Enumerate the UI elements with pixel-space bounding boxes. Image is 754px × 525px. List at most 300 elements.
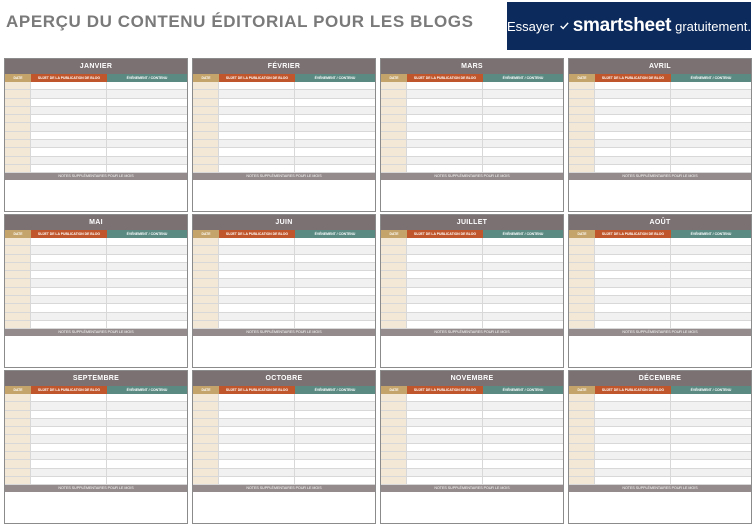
- event-cell[interactable]: [483, 427, 563, 434]
- event-cell[interactable]: [671, 402, 751, 409]
- date-cell[interactable]: [569, 321, 595, 328]
- date-cell[interactable]: [381, 165, 407, 172]
- date-cell[interactable]: [381, 99, 407, 106]
- subject-cell[interactable]: [31, 469, 107, 476]
- event-cell[interactable]: [295, 402, 375, 409]
- event-cell[interactable]: [483, 90, 563, 97]
- date-cell[interactable]: [5, 288, 31, 295]
- date-cell[interactable]: [193, 165, 219, 172]
- subject-cell[interactable]: [219, 469, 295, 476]
- subject-cell[interactable]: [219, 427, 295, 434]
- event-cell[interactable]: [295, 435, 375, 442]
- subject-cell[interactable]: [595, 271, 671, 278]
- subject-cell[interactable]: [595, 469, 671, 476]
- event-cell[interactable]: [295, 279, 375, 286]
- subject-cell[interactable]: [595, 148, 671, 155]
- event-cell[interactable]: [295, 238, 375, 245]
- subject-cell[interactable]: [219, 477, 295, 484]
- subject-cell[interactable]: [219, 452, 295, 459]
- subject-cell[interactable]: [31, 304, 107, 311]
- subject-cell[interactable]: [31, 107, 107, 114]
- subject-cell[interactable]: [31, 444, 107, 451]
- event-cell[interactable]: [671, 279, 751, 286]
- event-cell[interactable]: [107, 132, 187, 139]
- subject-cell[interactable]: [595, 402, 671, 409]
- event-cell[interactable]: [295, 123, 375, 130]
- event-cell[interactable]: [671, 107, 751, 114]
- date-cell[interactable]: [193, 402, 219, 409]
- subject-cell[interactable]: [219, 148, 295, 155]
- event-cell[interactable]: [483, 321, 563, 328]
- date-cell[interactable]: [381, 452, 407, 459]
- event-cell[interactable]: [107, 411, 187, 418]
- date-cell[interactable]: [193, 419, 219, 426]
- subject-cell[interactable]: [407, 132, 483, 139]
- subject-cell[interactable]: [407, 82, 483, 89]
- notes-area[interactable]: [569, 492, 751, 523]
- date-cell[interactable]: [569, 148, 595, 155]
- subject-cell[interactable]: [219, 321, 295, 328]
- event-cell[interactable]: [107, 452, 187, 459]
- event-cell[interactable]: [483, 444, 563, 451]
- date-cell[interactable]: [381, 90, 407, 97]
- event-cell[interactable]: [483, 288, 563, 295]
- date-cell[interactable]: [193, 477, 219, 484]
- date-cell[interactable]: [381, 246, 407, 253]
- subject-cell[interactable]: [407, 255, 483, 262]
- date-cell[interactable]: [5, 296, 31, 303]
- event-cell[interactable]: [295, 90, 375, 97]
- event-cell[interactable]: [107, 460, 187, 467]
- subject-cell[interactable]: [595, 115, 671, 122]
- event-cell[interactable]: [671, 238, 751, 245]
- date-cell[interactable]: [569, 140, 595, 147]
- date-cell[interactable]: [193, 99, 219, 106]
- date-cell[interactable]: [381, 123, 407, 130]
- date-cell[interactable]: [193, 444, 219, 451]
- event-cell[interactable]: [671, 469, 751, 476]
- subject-cell[interactable]: [407, 304, 483, 311]
- date-cell[interactable]: [381, 469, 407, 476]
- date-cell[interactable]: [569, 411, 595, 418]
- event-cell[interactable]: [483, 132, 563, 139]
- date-cell[interactable]: [5, 427, 31, 434]
- event-cell[interactable]: [671, 313, 751, 320]
- event-cell[interactable]: [671, 419, 751, 426]
- subject-cell[interactable]: [31, 460, 107, 467]
- date-cell[interactable]: [5, 435, 31, 442]
- subject-cell[interactable]: [595, 435, 671, 442]
- event-cell[interactable]: [295, 394, 375, 401]
- subject-cell[interactable]: [219, 444, 295, 451]
- event-cell[interactable]: [483, 140, 563, 147]
- subject-cell[interactable]: [219, 157, 295, 164]
- subject-cell[interactable]: [219, 304, 295, 311]
- event-cell[interactable]: [671, 115, 751, 122]
- event-cell[interactable]: [107, 157, 187, 164]
- subject-cell[interactable]: [595, 238, 671, 245]
- event-cell[interactable]: [671, 304, 751, 311]
- subject-cell[interactable]: [31, 427, 107, 434]
- subject-cell[interactable]: [31, 90, 107, 97]
- subject-cell[interactable]: [31, 82, 107, 89]
- event-cell[interactable]: [671, 263, 751, 270]
- event-cell[interactable]: [483, 435, 563, 442]
- date-cell[interactable]: [569, 402, 595, 409]
- notes-area[interactable]: [381, 492, 563, 523]
- date-cell[interactable]: [193, 90, 219, 97]
- subject-cell[interactable]: [407, 435, 483, 442]
- subject-cell[interactable]: [407, 148, 483, 155]
- subject-cell[interactable]: [407, 411, 483, 418]
- subject-cell[interactable]: [407, 394, 483, 401]
- event-cell[interactable]: [295, 271, 375, 278]
- date-cell[interactable]: [569, 82, 595, 89]
- subject-cell[interactable]: [595, 140, 671, 147]
- date-cell[interactable]: [381, 271, 407, 278]
- subject-cell[interactable]: [595, 477, 671, 484]
- subject-cell[interactable]: [595, 444, 671, 451]
- date-cell[interactable]: [5, 165, 31, 172]
- date-cell[interactable]: [381, 296, 407, 303]
- subject-cell[interactable]: [219, 238, 295, 245]
- subject-cell[interactable]: [31, 279, 107, 286]
- event-cell[interactable]: [107, 469, 187, 476]
- date-cell[interactable]: [193, 394, 219, 401]
- subject-cell[interactable]: [219, 82, 295, 89]
- date-cell[interactable]: [193, 313, 219, 320]
- subject-cell[interactable]: [407, 165, 483, 172]
- event-cell[interactable]: [671, 477, 751, 484]
- event-cell[interactable]: [295, 115, 375, 122]
- date-cell[interactable]: [5, 271, 31, 278]
- event-cell[interactable]: [483, 271, 563, 278]
- event-cell[interactable]: [671, 435, 751, 442]
- event-cell[interactable]: [671, 460, 751, 467]
- subject-cell[interactable]: [595, 460, 671, 467]
- subject-cell[interactable]: [31, 132, 107, 139]
- date-cell[interactable]: [5, 107, 31, 114]
- subject-cell[interactable]: [31, 435, 107, 442]
- event-cell[interactable]: [107, 82, 187, 89]
- event-cell[interactable]: [295, 246, 375, 253]
- event-cell[interactable]: [107, 246, 187, 253]
- notes-area[interactable]: [193, 492, 375, 523]
- event-cell[interactable]: [107, 90, 187, 97]
- notes-area[interactable]: [5, 336, 187, 367]
- date-cell[interactable]: [569, 115, 595, 122]
- date-cell[interactable]: [5, 411, 31, 418]
- date-cell[interactable]: [569, 296, 595, 303]
- event-cell[interactable]: [295, 304, 375, 311]
- notes-area[interactable]: [193, 336, 375, 367]
- date-cell[interactable]: [5, 246, 31, 253]
- date-cell[interactable]: [569, 263, 595, 270]
- event-cell[interactable]: [107, 313, 187, 320]
- event-cell[interactable]: [107, 394, 187, 401]
- subject-cell[interactable]: [595, 304, 671, 311]
- subject-cell[interactable]: [595, 411, 671, 418]
- subject-cell[interactable]: [407, 271, 483, 278]
- date-cell[interactable]: [381, 313, 407, 320]
- event-cell[interactable]: [671, 255, 751, 262]
- event-cell[interactable]: [107, 296, 187, 303]
- subject-cell[interactable]: [31, 288, 107, 295]
- subject-cell[interactable]: [595, 123, 671, 130]
- event-cell[interactable]: [107, 263, 187, 270]
- event-cell[interactable]: [483, 123, 563, 130]
- date-cell[interactable]: [5, 279, 31, 286]
- notes-area[interactable]: [381, 180, 563, 211]
- subject-cell[interactable]: [219, 394, 295, 401]
- event-cell[interactable]: [107, 427, 187, 434]
- date-cell[interactable]: [193, 271, 219, 278]
- date-cell[interactable]: [569, 444, 595, 451]
- event-cell[interactable]: [107, 99, 187, 106]
- date-cell[interactable]: [381, 279, 407, 286]
- date-cell[interactable]: [569, 394, 595, 401]
- date-cell[interactable]: [193, 255, 219, 262]
- event-cell[interactable]: [107, 140, 187, 147]
- subject-cell[interactable]: [31, 271, 107, 278]
- date-cell[interactable]: [5, 419, 31, 426]
- date-cell[interactable]: [5, 255, 31, 262]
- date-cell[interactable]: [569, 255, 595, 262]
- date-cell[interactable]: [193, 279, 219, 286]
- date-cell[interactable]: [5, 394, 31, 401]
- date-cell[interactable]: [5, 469, 31, 476]
- subject-cell[interactable]: [219, 460, 295, 467]
- date-cell[interactable]: [5, 99, 31, 106]
- date-cell[interactable]: [5, 460, 31, 467]
- subject-cell[interactable]: [407, 469, 483, 476]
- date-cell[interactable]: [5, 477, 31, 484]
- date-cell[interactable]: [193, 435, 219, 442]
- event-cell[interactable]: [483, 304, 563, 311]
- date-cell[interactable]: [381, 394, 407, 401]
- subject-cell[interactable]: [407, 99, 483, 106]
- subject-cell[interactable]: [31, 140, 107, 147]
- date-cell[interactable]: [5, 132, 31, 139]
- date-cell[interactable]: [381, 157, 407, 164]
- date-cell[interactable]: [193, 304, 219, 311]
- subject-cell[interactable]: [407, 460, 483, 467]
- subject-cell[interactable]: [407, 238, 483, 245]
- event-cell[interactable]: [483, 402, 563, 409]
- date-cell[interactable]: [193, 132, 219, 139]
- subject-cell[interactable]: [31, 115, 107, 122]
- subject-cell[interactable]: [31, 452, 107, 459]
- event-cell[interactable]: [107, 279, 187, 286]
- event-cell[interactable]: [671, 157, 751, 164]
- event-cell[interactable]: [107, 148, 187, 155]
- subject-cell[interactable]: [407, 288, 483, 295]
- date-cell[interactable]: [569, 99, 595, 106]
- subject-cell[interactable]: [595, 246, 671, 253]
- event-cell[interactable]: [295, 321, 375, 328]
- event-cell[interactable]: [671, 321, 751, 328]
- event-cell[interactable]: [483, 99, 563, 106]
- event-cell[interactable]: [107, 115, 187, 122]
- event-cell[interactable]: [671, 271, 751, 278]
- event-cell[interactable]: [107, 419, 187, 426]
- event-cell[interactable]: [671, 99, 751, 106]
- subject-cell[interactable]: [31, 157, 107, 164]
- subject-cell[interactable]: [407, 427, 483, 434]
- subject-cell[interactable]: [219, 313, 295, 320]
- date-cell[interactable]: [5, 444, 31, 451]
- event-cell[interactable]: [295, 452, 375, 459]
- event-cell[interactable]: [295, 460, 375, 467]
- date-cell[interactable]: [381, 304, 407, 311]
- subject-cell[interactable]: [219, 296, 295, 303]
- event-cell[interactable]: [295, 477, 375, 484]
- event-cell[interactable]: [483, 313, 563, 320]
- event-cell[interactable]: [295, 427, 375, 434]
- event-cell[interactable]: [671, 427, 751, 434]
- event-cell[interactable]: [295, 107, 375, 114]
- notes-area[interactable]: [5, 492, 187, 523]
- subject-cell[interactable]: [407, 157, 483, 164]
- event-cell[interactable]: [671, 246, 751, 253]
- date-cell[interactable]: [381, 263, 407, 270]
- event-cell[interactable]: [295, 444, 375, 451]
- event-cell[interactable]: [671, 132, 751, 139]
- subject-cell[interactable]: [31, 238, 107, 245]
- date-cell[interactable]: [381, 411, 407, 418]
- date-cell[interactable]: [569, 469, 595, 476]
- date-cell[interactable]: [5, 402, 31, 409]
- notes-area[interactable]: [381, 336, 563, 367]
- subject-cell[interactable]: [595, 296, 671, 303]
- date-cell[interactable]: [569, 90, 595, 97]
- event-cell[interactable]: [483, 165, 563, 172]
- event-cell[interactable]: [483, 411, 563, 418]
- date-cell[interactable]: [193, 469, 219, 476]
- subject-cell[interactable]: [219, 115, 295, 122]
- date-cell[interactable]: [193, 296, 219, 303]
- subject-cell[interactable]: [407, 321, 483, 328]
- event-cell[interactable]: [483, 279, 563, 286]
- subject-cell[interactable]: [407, 313, 483, 320]
- date-cell[interactable]: [569, 288, 595, 295]
- date-cell[interactable]: [569, 132, 595, 139]
- subject-cell[interactable]: [595, 419, 671, 426]
- event-cell[interactable]: [483, 157, 563, 164]
- date-cell[interactable]: [5, 263, 31, 270]
- date-cell[interactable]: [5, 157, 31, 164]
- event-cell[interactable]: [483, 477, 563, 484]
- subject-cell[interactable]: [31, 296, 107, 303]
- date-cell[interactable]: [569, 452, 595, 459]
- event-cell[interactable]: [295, 99, 375, 106]
- date-cell[interactable]: [381, 255, 407, 262]
- subject-cell[interactable]: [31, 148, 107, 155]
- date-cell[interactable]: [569, 123, 595, 130]
- event-cell[interactable]: [483, 107, 563, 114]
- subject-cell[interactable]: [407, 419, 483, 426]
- date-cell[interactable]: [381, 477, 407, 484]
- date-cell[interactable]: [381, 435, 407, 442]
- date-cell[interactable]: [381, 107, 407, 114]
- subject-cell[interactable]: [219, 402, 295, 409]
- event-cell[interactable]: [295, 148, 375, 155]
- date-cell[interactable]: [381, 82, 407, 89]
- subject-cell[interactable]: [31, 321, 107, 328]
- event-cell[interactable]: [483, 238, 563, 245]
- subject-cell[interactable]: [31, 419, 107, 426]
- event-cell[interactable]: [107, 444, 187, 451]
- date-cell[interactable]: [5, 82, 31, 89]
- subject-cell[interactable]: [219, 419, 295, 426]
- date-cell[interactable]: [5, 304, 31, 311]
- date-cell[interactable]: [569, 427, 595, 434]
- date-cell[interactable]: [5, 140, 31, 147]
- subject-cell[interactable]: [31, 99, 107, 106]
- date-cell[interactable]: [569, 460, 595, 467]
- subject-cell[interactable]: [31, 313, 107, 320]
- date-cell[interactable]: [569, 246, 595, 253]
- date-cell[interactable]: [193, 157, 219, 164]
- subject-cell[interactable]: [31, 263, 107, 270]
- event-cell[interactable]: [483, 469, 563, 476]
- date-cell[interactable]: [569, 107, 595, 114]
- date-cell[interactable]: [5, 238, 31, 245]
- event-cell[interactable]: [483, 296, 563, 303]
- event-cell[interactable]: [483, 460, 563, 467]
- date-cell[interactable]: [5, 115, 31, 122]
- event-cell[interactable]: [295, 288, 375, 295]
- date-cell[interactable]: [569, 238, 595, 245]
- subject-cell[interactable]: [595, 165, 671, 172]
- date-cell[interactable]: [193, 452, 219, 459]
- date-cell[interactable]: [381, 140, 407, 147]
- subject-cell[interactable]: [219, 288, 295, 295]
- event-cell[interactable]: [295, 82, 375, 89]
- event-cell[interactable]: [295, 411, 375, 418]
- subject-cell[interactable]: [219, 107, 295, 114]
- notes-area[interactable]: [193, 180, 375, 211]
- date-cell[interactable]: [193, 115, 219, 122]
- subject-cell[interactable]: [595, 288, 671, 295]
- subject-cell[interactable]: [595, 394, 671, 401]
- subject-cell[interactable]: [595, 452, 671, 459]
- subject-cell[interactable]: [219, 435, 295, 442]
- subject-cell[interactable]: [407, 279, 483, 286]
- subject-cell[interactable]: [407, 246, 483, 253]
- event-cell[interactable]: [671, 82, 751, 89]
- date-cell[interactable]: [193, 460, 219, 467]
- date-cell[interactable]: [381, 148, 407, 155]
- subject-cell[interactable]: [219, 263, 295, 270]
- date-cell[interactable]: [193, 140, 219, 147]
- subject-cell[interactable]: [407, 402, 483, 409]
- event-cell[interactable]: [295, 313, 375, 320]
- event-cell[interactable]: [107, 238, 187, 245]
- date-cell[interactable]: [569, 304, 595, 311]
- subject-cell[interactable]: [219, 271, 295, 278]
- subject-cell[interactable]: [407, 90, 483, 97]
- subject-cell[interactable]: [219, 140, 295, 147]
- date-cell[interactable]: [569, 157, 595, 164]
- subject-cell[interactable]: [219, 132, 295, 139]
- event-cell[interactable]: [295, 263, 375, 270]
- subject-cell[interactable]: [31, 394, 107, 401]
- date-cell[interactable]: [381, 427, 407, 434]
- subject-cell[interactable]: [407, 115, 483, 122]
- date-cell[interactable]: [5, 452, 31, 459]
- event-cell[interactable]: [671, 288, 751, 295]
